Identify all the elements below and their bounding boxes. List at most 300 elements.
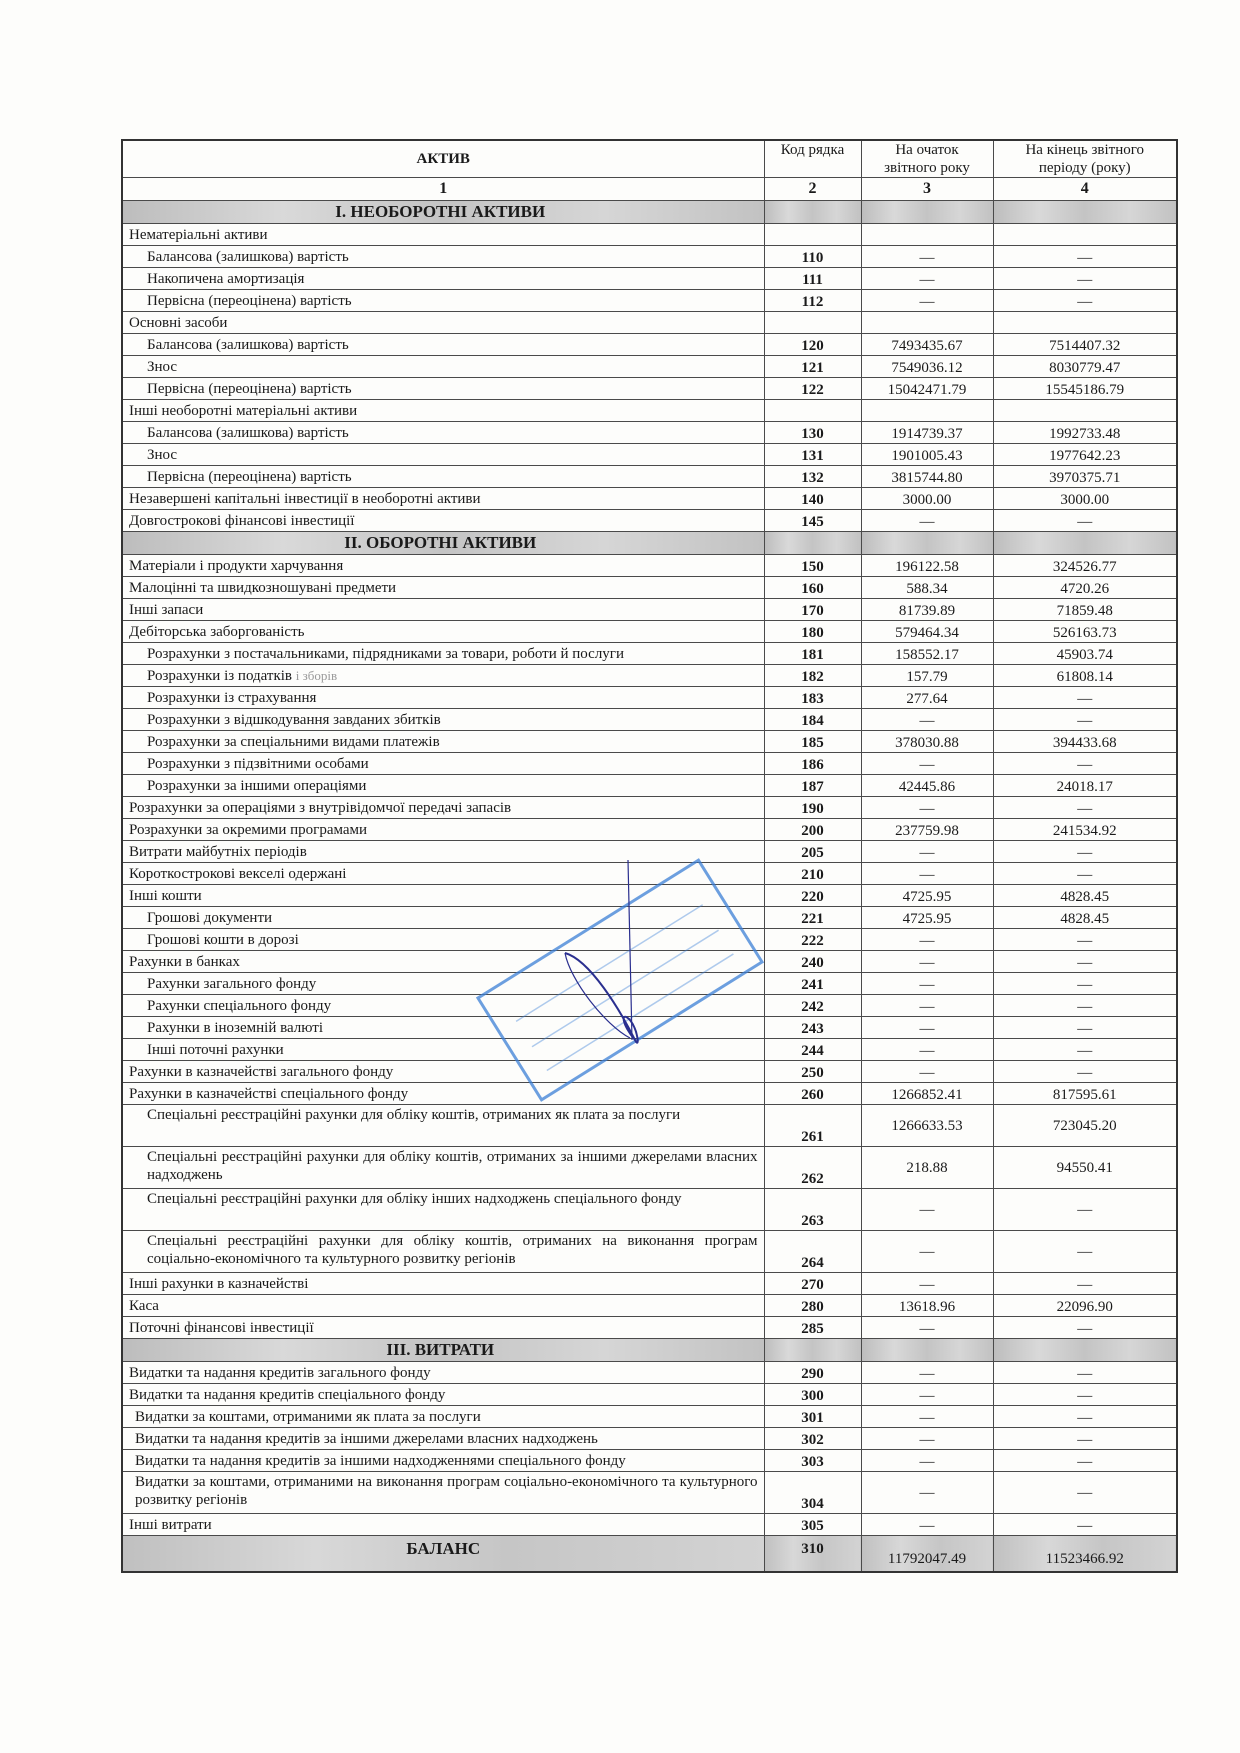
- table-row: [122, 753, 1177, 775]
- row-code: 244: [764, 1039, 861, 1061]
- row-label: [122, 555, 764, 577]
- row-label-text: Розрахунки з підзвітними особами: [147, 755, 369, 772]
- row-label: [122, 599, 764, 621]
- row-end-value: 1977642.23: [993, 444, 1177, 466]
- row-code: 263: [764, 1189, 861, 1231]
- row-code: 150: [764, 555, 861, 577]
- row-code: 305: [764, 1514, 861, 1536]
- row-start-value: —: [861, 290, 993, 312]
- table-row: [122, 863, 1177, 885]
- row-label: [122, 929, 764, 951]
- row-end-value: —: [993, 1317, 1177, 1339]
- row-start-value: 4725.95: [861, 907, 993, 929]
- table-row: [122, 973, 1177, 995]
- table-row: [122, 665, 1177, 687]
- row-label-text: Накопичена амортизація: [147, 270, 305, 287]
- row-label-text: Первісна (переоцінена) вартість: [147, 468, 352, 485]
- row-start-value: —: [861, 929, 993, 951]
- row-label-text: Інші рахунки в казначействі: [129, 1275, 309, 1292]
- row-code: 145: [764, 510, 861, 532]
- balance-end: 11523466.92: [993, 1536, 1177, 1572]
- row-code: 210: [764, 863, 861, 885]
- row-label-text: Каса: [129, 1297, 159, 1314]
- table-row: [122, 929, 1177, 951]
- row-label: [122, 1083, 764, 1105]
- row-label: [122, 907, 764, 929]
- row-label: [122, 444, 764, 466]
- balance-code: 310: [764, 1536, 861, 1572]
- table-row: [122, 1406, 1177, 1428]
- table-row: [122, 312, 1177, 334]
- row-label-text: Знос: [147, 446, 178, 463]
- row-label: [122, 1317, 764, 1339]
- row-label-text: Поточні фінансові інвестиції: [129, 1319, 314, 1336]
- row-start-value: 588.34: [861, 577, 993, 599]
- row-start-value: —: [861, 1514, 993, 1536]
- table-row: [122, 1273, 1177, 1295]
- row-start-value: —: [861, 951, 993, 973]
- table-row: [122, 1514, 1177, 1536]
- table-row: [122, 709, 1177, 731]
- row-label: [122, 334, 764, 356]
- table-row: [122, 466, 1177, 488]
- row-end-value: 22096.90: [993, 1295, 1177, 1317]
- row-code: 183: [764, 687, 861, 709]
- row-code: 112: [764, 290, 861, 312]
- row-start-value: 196122.58: [861, 555, 993, 577]
- row-label-text: Первісна (переоцінена) вартість: [147, 292, 352, 309]
- section-header-row: [122, 201, 1177, 224]
- row-code: 264: [764, 1231, 861, 1273]
- row-label: [122, 1384, 764, 1406]
- row-label: [122, 1450, 764, 1472]
- row-code: 221: [764, 907, 861, 929]
- table-row: [122, 731, 1177, 753]
- section-empty-cell: [861, 532, 993, 555]
- row-label-text: Видатки та надання кредитів спеціального фонду: [129, 1386, 446, 1403]
- row-end-value: —: [993, 1017, 1177, 1039]
- table-row: [122, 1105, 1177, 1147]
- table-row: [122, 268, 1177, 290]
- header-end-of-period: На кінець звітного періоду (року): [993, 140, 1177, 178]
- row-label-text: Балансова (залишкова) вартість: [147, 336, 349, 353]
- row-label: [122, 1061, 764, 1083]
- row-label: [122, 819, 764, 841]
- row-end-value: 241534.92: [993, 819, 1177, 841]
- table-row: [122, 819, 1177, 841]
- table-row: [122, 951, 1177, 973]
- row-label: [122, 268, 764, 290]
- row-end-value: 1992733.48: [993, 422, 1177, 444]
- table-row: [122, 1362, 1177, 1384]
- header-asset: АКТИВ: [122, 140, 764, 178]
- section-empty-cell: [993, 532, 1177, 555]
- row-label-text: Довгострокові фінансові інвестиції: [129, 512, 355, 529]
- row-label: [122, 1147, 764, 1189]
- row-end-value: —: [993, 1273, 1177, 1295]
- table-row: [122, 643, 1177, 665]
- section-header-row: [122, 1339, 1177, 1362]
- table-row: [122, 400, 1177, 422]
- row-code: [764, 312, 861, 334]
- table-row: [122, 334, 1177, 356]
- row-label-text: Спеціальні реєстраційні рахунки для обліку коштів, отриманих на виконання програм соціально-економічного та культурного розвитку регіонів: [147, 1233, 758, 1267]
- row-start-value: —: [861, 246, 993, 268]
- table-row: [122, 885, 1177, 907]
- row-start-value: 42445.86: [861, 775, 993, 797]
- table-row: [122, 1317, 1177, 1339]
- row-label: [122, 1472, 764, 1514]
- row-start-value: —: [861, 1472, 993, 1514]
- row-end-value: 71859.48: [993, 599, 1177, 621]
- table-row: [122, 378, 1177, 400]
- row-label: [122, 422, 764, 444]
- row-code: 260: [764, 1083, 861, 1105]
- table-row: [122, 1428, 1177, 1450]
- row-code: 261: [764, 1105, 861, 1147]
- row-code: 187: [764, 775, 861, 797]
- row-start-value: 1266633.53: [861, 1105, 993, 1147]
- row-code: 131: [764, 444, 861, 466]
- row-label-text: Розрахунки за окремими програмами: [129, 821, 368, 838]
- row-label-text: Розрахунки з постачальниками, підрядниками за товари, роботи й послуги: [147, 645, 624, 662]
- row-start-value: —: [861, 1017, 993, 1039]
- row-label: [122, 1406, 764, 1428]
- row-start-value: —: [861, 1428, 993, 1450]
- row-code: 170: [764, 599, 861, 621]
- row-end-value: 7514407.32: [993, 334, 1177, 356]
- row-end-value: —: [993, 1384, 1177, 1406]
- row-label-text: Грошові документи: [147, 909, 273, 926]
- header-line-code: Код рядка: [764, 140, 861, 178]
- table-row: [122, 995, 1177, 1017]
- row-end-value: [993, 224, 1177, 246]
- table-row: [122, 1061, 1177, 1083]
- row-start-value: 157.79: [861, 665, 993, 687]
- table-row: [122, 356, 1177, 378]
- row-end-value: 4828.45: [993, 907, 1177, 929]
- section-empty-cell: [764, 532, 861, 555]
- row-end-value: 45903.74: [993, 643, 1177, 665]
- row-label: [122, 797, 764, 819]
- balance-start: 11792047.49: [861, 1536, 993, 1572]
- row-code: 301: [764, 1406, 861, 1428]
- row-end-value: 324526.77: [993, 555, 1177, 577]
- row-code: 241: [764, 973, 861, 995]
- row-code: 243: [764, 1017, 861, 1039]
- section-empty-cell: [861, 201, 993, 224]
- row-label-text: Видатки та надання кредитів загального фонду: [129, 1364, 431, 1381]
- section-title: ІІ. ОБОРОТНІ АКТИВИ: [122, 532, 764, 555]
- row-code: 186: [764, 753, 861, 775]
- row-label-text: Інші кошти: [129, 887, 202, 904]
- table-row: [122, 1472, 1177, 1514]
- section-empty-cell: [993, 201, 1177, 224]
- row-label: [122, 1105, 764, 1147]
- row-label: [122, 1273, 764, 1295]
- row-end-value: 394433.68: [993, 731, 1177, 753]
- row-code: 290: [764, 1362, 861, 1384]
- row-label: [122, 841, 764, 863]
- row-start-value: —: [861, 1039, 993, 1061]
- row-start-value: —: [861, 510, 993, 532]
- row-code: 184: [764, 709, 861, 731]
- row-start-value: 81739.89: [861, 599, 993, 621]
- row-code: 302: [764, 1428, 861, 1450]
- row-label-text: Інші поточні рахунки: [147, 1041, 284, 1058]
- row-start-value: 1266852.41: [861, 1083, 993, 1105]
- row-end-value: —: [993, 510, 1177, 532]
- row-start-value: —: [861, 1317, 993, 1339]
- row-code: 132: [764, 466, 861, 488]
- row-end-value: —: [993, 1061, 1177, 1083]
- row-end-value: 3970375.71: [993, 466, 1177, 488]
- row-start-value: —: [861, 995, 993, 1017]
- row-start-value: —: [861, 1061, 993, 1083]
- row-label-text: Видатки за коштами, отриманими як плата за послуги: [135, 1408, 481, 1425]
- row-label: [122, 1039, 764, 1061]
- row-label-text: Розрахунки за іншими операціями: [147, 777, 367, 794]
- row-label-text: Дебіторська заборгованість: [129, 623, 305, 640]
- row-start-value: 378030.88: [861, 731, 993, 753]
- row-code: 130: [764, 422, 861, 444]
- row-start-value: —: [861, 709, 993, 731]
- row-start-value: —: [861, 1384, 993, 1406]
- row-start-value: 237759.98: [861, 819, 993, 841]
- row-end-value: —: [993, 1450, 1177, 1472]
- table-row: [122, 444, 1177, 466]
- row-start-value: 3815744.80: [861, 466, 993, 488]
- row-code: 250: [764, 1061, 861, 1083]
- row-end-value: 94550.41: [993, 1147, 1177, 1189]
- table-body: [122, 201, 1177, 1536]
- row-label-text: Короткострокові векселі одержані: [129, 865, 347, 882]
- table-row: [122, 687, 1177, 709]
- row-label: [122, 488, 764, 510]
- row-end-value: —: [993, 929, 1177, 951]
- row-code: 303: [764, 1450, 861, 1472]
- row-end-value: 723045.20: [993, 1105, 1177, 1147]
- row-label-text: Рахунки в банках: [129, 953, 240, 970]
- row-label-text: Інші витрати: [129, 1516, 212, 1533]
- row-start-value: 4725.95: [861, 885, 993, 907]
- row-label-text: Рахунки в іноземній валюті: [147, 1019, 323, 1036]
- row-code: 285: [764, 1317, 861, 1339]
- row-start-value: —: [861, 1406, 993, 1428]
- row-code: 304: [764, 1472, 861, 1514]
- row-label-text: Розрахунки з відшкодування завданих збитків: [147, 711, 441, 728]
- row-code: 182: [764, 665, 861, 687]
- row-label: [122, 510, 764, 532]
- row-label-text: Первісна (переоцінена) вартість: [147, 380, 352, 397]
- row-code: 280: [764, 1295, 861, 1317]
- row-code: 120: [764, 334, 861, 356]
- row-label: [122, 709, 764, 731]
- row-code: 200: [764, 819, 861, 841]
- row-end-value: —: [993, 797, 1177, 819]
- section-header-row: [122, 532, 1177, 555]
- balance-sheet-page: [121, 139, 1176, 1573]
- row-label-text: Рахунки в казначействі спеціального фонду: [129, 1085, 409, 1102]
- row-end-value: —: [993, 951, 1177, 973]
- row-label: [122, 951, 764, 973]
- row-label-text: Знос: [147, 358, 178, 375]
- row-end-value: —: [993, 687, 1177, 709]
- row-code: 160: [764, 577, 861, 599]
- row-label-faded-suffix: і зборів: [295, 667, 338, 683]
- table-row: [122, 1017, 1177, 1039]
- row-code: 111: [764, 268, 861, 290]
- header-start-of-year: На очаток звітного року: [861, 140, 993, 178]
- row-end-value: —: [993, 268, 1177, 290]
- row-label-text: Основні засоби: [129, 314, 228, 331]
- row-end-value: —: [993, 290, 1177, 312]
- row-end-value: 3000.00: [993, 488, 1177, 510]
- row-start-value: —: [861, 1189, 993, 1231]
- row-code: 122: [764, 378, 861, 400]
- row-code: [764, 224, 861, 246]
- row-code: 140: [764, 488, 861, 510]
- row-label-text: Спеціальні реєстраційні рахунки для обліку коштів, отриманих за іншими джерелами власних надходжень: [147, 1149, 758, 1183]
- row-label-text: Нематеріальні активи: [129, 226, 268, 243]
- row-label-text: Видатки та надання кредитів за іншими джерелами власних надходжень: [135, 1430, 598, 1447]
- row-label: [122, 995, 764, 1017]
- section-title: І. НЕОБОРОТНІ АКТИВИ: [122, 201, 764, 224]
- row-label: [122, 621, 764, 643]
- row-start-value: —: [861, 1231, 993, 1273]
- row-label: [122, 885, 764, 907]
- row-end-value: —: [993, 1189, 1177, 1231]
- row-label: [122, 466, 764, 488]
- table-row: [122, 510, 1177, 532]
- section-empty-cell: [993, 1339, 1177, 1362]
- row-start-value: 13618.96: [861, 1295, 993, 1317]
- row-end-value: —: [993, 1406, 1177, 1428]
- row-start-value: —: [861, 1273, 993, 1295]
- row-start-value: 579464.34: [861, 621, 993, 643]
- row-code: 180: [764, 621, 861, 643]
- row-end-value: —: [993, 973, 1177, 995]
- section-empty-cell: [764, 201, 861, 224]
- row-label-text: Спеціальні реєстраційні рахунки для обліку інших надходжень спеціального фонду: [147, 1191, 682, 1207]
- row-end-value: —: [993, 709, 1177, 731]
- section-title: ІІІ. ВИТРАТИ: [122, 1339, 764, 1362]
- column-number: 3: [861, 178, 993, 201]
- table-row: [122, 488, 1177, 510]
- column-number: 4: [993, 178, 1177, 201]
- table-row: [122, 907, 1177, 929]
- row-label-text: Матеріали і продукти харчування: [129, 557, 344, 574]
- row-code: 190: [764, 797, 861, 819]
- row-end-value: —: [993, 863, 1177, 885]
- row-code: 240: [764, 951, 861, 973]
- row-end-value: —: [993, 841, 1177, 863]
- row-label: [122, 973, 764, 995]
- balance-total-row: [122, 1536, 1177, 1572]
- table-row: [122, 797, 1177, 819]
- row-end-value: —: [993, 995, 1177, 1017]
- row-label: [122, 643, 764, 665]
- row-label-text: Грошові кошти в дорозі: [147, 931, 299, 948]
- row-label-text: Видатки за коштами, отриманими на виконання програм соціально-економічного та культурного розвитку регіонів: [135, 1474, 758, 1508]
- row-label: [122, 753, 764, 775]
- row-label-text: Балансова (залишкова) вартість: [147, 424, 349, 441]
- row-end-value: 526163.73: [993, 621, 1177, 643]
- row-start-value: 15042471.79: [861, 378, 993, 400]
- row-end-value: 61808.14: [993, 665, 1177, 687]
- row-label-text: Розрахунки за спеціальними видами платежів: [147, 733, 440, 750]
- row-start-value: [861, 312, 993, 334]
- row-label: [122, 775, 764, 797]
- row-label-text: Рахунки спеціального фонду: [147, 997, 332, 1014]
- table-row: [122, 621, 1177, 643]
- row-start-value: 1901005.43: [861, 444, 993, 466]
- table-row: [122, 246, 1177, 268]
- table-row: [122, 555, 1177, 577]
- row-end-value: —: [993, 1514, 1177, 1536]
- row-label-text: Рахунки загального фонду: [147, 975, 317, 992]
- row-code: 220: [764, 885, 861, 907]
- row-label: [122, 1231, 764, 1273]
- row-start-value: —: [861, 268, 993, 290]
- row-end-value: —: [993, 1362, 1177, 1384]
- row-end-value: [993, 312, 1177, 334]
- row-start-value: [861, 224, 993, 246]
- row-start-value: —: [861, 797, 993, 819]
- row-start-value: 277.64: [861, 687, 993, 709]
- row-label: [122, 1189, 764, 1231]
- row-label: [122, 1514, 764, 1536]
- row-label-text: Розрахунки із податків: [147, 667, 293, 684]
- row-start-value: 7493435.67: [861, 334, 993, 356]
- row-end-value: 15545186.79: [993, 378, 1177, 400]
- row-code: 110: [764, 246, 861, 268]
- row-code: 262: [764, 1147, 861, 1189]
- row-label: [122, 224, 764, 246]
- row-end-value: [993, 400, 1177, 422]
- row-label-text: Незавершені капітальні інвестиції в необоротні активи: [129, 490, 481, 507]
- table-row: [122, 1295, 1177, 1317]
- row-label: [122, 1295, 764, 1317]
- row-start-value: 158552.17: [861, 643, 993, 665]
- row-label: [122, 577, 764, 599]
- section-empty-cell: [861, 1339, 993, 1362]
- table-row: [122, 775, 1177, 797]
- table-row: [122, 1384, 1177, 1406]
- row-end-value: 4720.26: [993, 577, 1177, 599]
- table-row: [122, 224, 1177, 246]
- row-start-value: 3000.00: [861, 488, 993, 510]
- table-row: [122, 1083, 1177, 1105]
- row-end-value: —: [993, 246, 1177, 268]
- row-label-text: Рахунки в казначействі загального фонду: [129, 1063, 394, 1080]
- balance-sheet-table: [121, 139, 1178, 1573]
- table-row: [122, 577, 1177, 599]
- row-end-value: 817595.61: [993, 1083, 1177, 1105]
- row-label-text: Видатки та надання кредитів за іншими надходженнями спеціального фонду: [135, 1452, 626, 1469]
- table-row: [122, 290, 1177, 312]
- row-end-value: —: [993, 753, 1177, 775]
- row-start-value: —: [861, 753, 993, 775]
- row-end-value: —: [993, 1472, 1177, 1514]
- table-row: [122, 1189, 1177, 1231]
- row-code: 270: [764, 1273, 861, 1295]
- section-empty-cell: [764, 1339, 861, 1362]
- row-end-value: 4828.45: [993, 885, 1177, 907]
- row-code: 300: [764, 1384, 861, 1406]
- row-start-value: —: [861, 1362, 993, 1384]
- table-row: [122, 1231, 1177, 1273]
